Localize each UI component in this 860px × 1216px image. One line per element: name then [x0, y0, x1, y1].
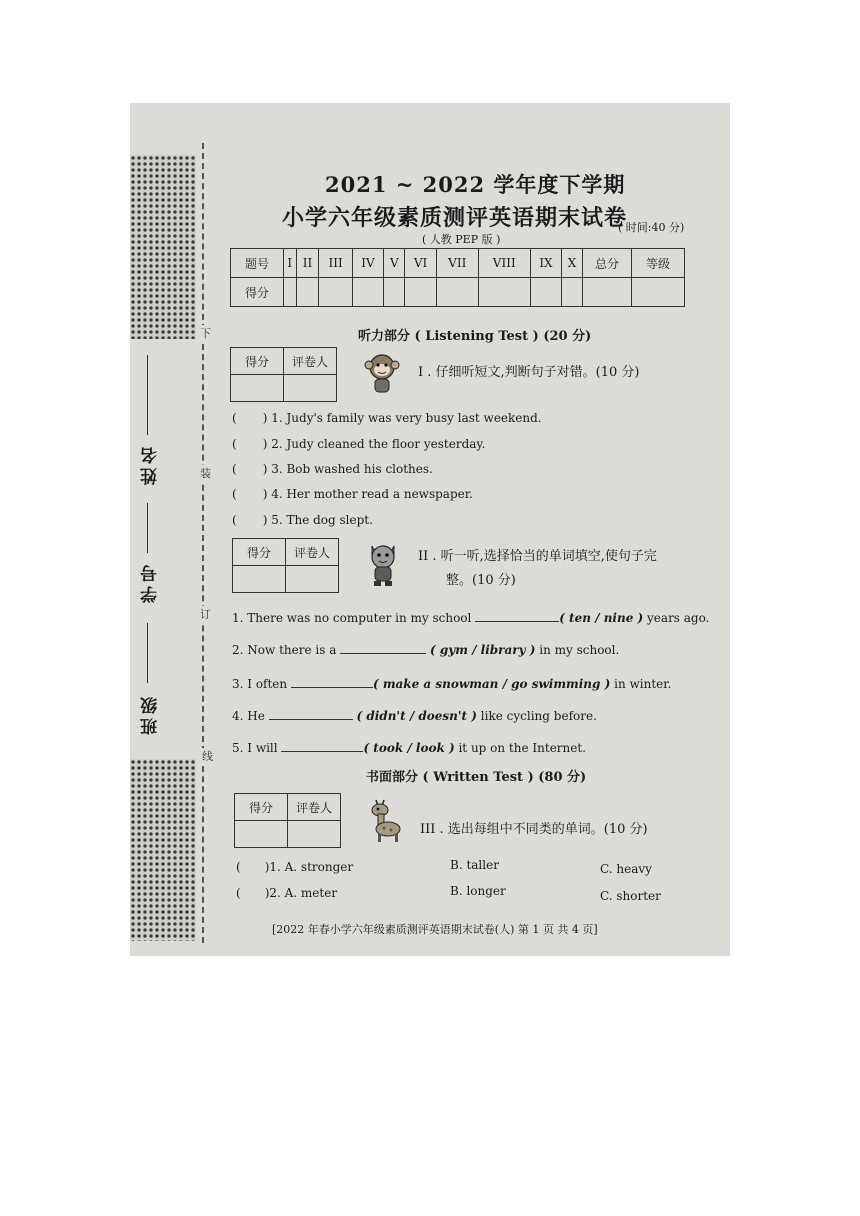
- cat-mascot-icon: [366, 540, 400, 588]
- score-col-8: VIII: [478, 249, 530, 278]
- answer-paren-close: ): [262, 513, 268, 527]
- item-option-b: B. taller: [450, 858, 499, 872]
- part2-item-3: [232, 677, 671, 691]
- dot-pattern-top: [130, 155, 196, 339]
- binding-char-zhuang: 装: [200, 467, 211, 480]
- answer-paren-close: ): [262, 487, 268, 501]
- part2-item-2: [232, 643, 619, 657]
- part3-item-2: [236, 884, 696, 903]
- score-cell[interactable]: [530, 278, 561, 307]
- answer-paren-open[interactable]: (: [232, 462, 237, 476]
- grader-box-part2: [232, 538, 339, 593]
- answer-paren-open[interactable]: (: [236, 886, 241, 900]
- item-text: 4. He: [232, 709, 265, 723]
- score-col-7: VII: [436, 249, 478, 278]
- answer-paren-open[interactable]: (: [232, 411, 237, 425]
- item-option-c: C. shorter: [600, 889, 661, 903]
- grader-score-cell[interactable]: [231, 375, 284, 402]
- giraffe-mascot-icon: [366, 796, 404, 844]
- page-footer: [2022 年春小学六年级素质测评英语期末试卷(人) 第 1 页 共 4 页]: [272, 923, 598, 936]
- grader-score-label: 得分: [231, 348, 284, 375]
- part2-title-line2: 整。(10 分): [446, 573, 516, 588]
- score-col-4: IV: [352, 249, 383, 278]
- part1-item-2: [232, 437, 485, 451]
- number-field-line: [147, 503, 148, 553]
- option-choices: ( took / look ): [363, 741, 455, 755]
- score-cell[interactable]: [296, 278, 319, 307]
- item-text: 2. Judy cleaned the floor yesterday.: [271, 437, 486, 451]
- answer-paren-close: ): [262, 437, 268, 451]
- grader-marker-label: 评卷人: [284, 348, 337, 375]
- binding-dashed-line: [202, 143, 204, 943]
- grader-marker-label: 评卷人: [288, 794, 341, 821]
- grader-score-label: 得分: [235, 794, 288, 821]
- option-choices: ( ten / nine ): [559, 611, 644, 625]
- grader-marker-cell[interactable]: [286, 566, 339, 593]
- score-cell[interactable]: [352, 278, 383, 307]
- item-option-b: B. longer: [450, 884, 506, 898]
- number-label: 学号: [141, 561, 161, 603]
- dot-pattern-bottom: [130, 759, 196, 941]
- score-cell[interactable]: [319, 278, 352, 307]
- fill-blank[interactable]: [269, 719, 353, 720]
- option-choices: ( gym / library ): [430, 643, 536, 657]
- score-table-row1-label: 题号: [231, 249, 284, 278]
- score-col-total: 总分: [583, 249, 632, 278]
- score-table: [230, 248, 685, 307]
- class-label: 班级: [141, 693, 161, 735]
- name-label: 姓名: [141, 443, 161, 485]
- part3-item-1: [236, 860, 696, 874]
- item-text: 1. Judy's family was very busy last weekend.: [271, 411, 542, 425]
- grader-score-cell[interactable]: [233, 566, 286, 593]
- grader-box-part3: [234, 793, 341, 848]
- part1-item-4: [232, 487, 473, 501]
- score-table-score-row: [231, 278, 685, 307]
- fill-blank[interactable]: [475, 621, 559, 622]
- score-col-3: III: [319, 249, 352, 278]
- score-cell[interactable]: [284, 278, 297, 307]
- exam-edition: ( 人教 PEP 版 ): [422, 233, 501, 246]
- grader-marker-cell[interactable]: [288, 821, 341, 848]
- name-field-line: [147, 355, 148, 435]
- score-table-header-row: [231, 249, 685, 278]
- part1-item-5: [232, 513, 373, 527]
- score-col-9: IX: [530, 249, 561, 278]
- part1-title: I . 仔细听短文,判断句子对错。(10 分): [418, 365, 640, 380]
- item-text: 3. I often: [232, 677, 288, 691]
- grader-marker-label: 评卷人: [286, 539, 339, 566]
- grader-score-label: 得分: [233, 539, 286, 566]
- monkey-mascot-icon: [362, 351, 402, 397]
- part1-item-1: [232, 411, 542, 425]
- answer-paren-close: ): [262, 462, 268, 476]
- listening-header: 听力部分 ( Listening Test ) (20 分): [358, 329, 592, 344]
- item-option-a: )1. A. stronger: [264, 860, 354, 874]
- exam-paper: [130, 103, 730, 956]
- fill-blank[interactable]: [340, 653, 426, 654]
- score-col-2: II: [296, 249, 319, 278]
- class-field-line: [147, 623, 148, 683]
- score-col-grade: 等级: [632, 249, 685, 278]
- grader-box-part1: [230, 347, 337, 402]
- item-text: 5. The dog slept.: [271, 513, 373, 527]
- binding-char-xia: 下: [200, 327, 211, 340]
- score-cell[interactable]: [405, 278, 436, 307]
- option-choices: ( didn't / doesn't ): [356, 709, 477, 723]
- answer-paren-open[interactable]: (: [232, 437, 237, 451]
- item-text: 5. I will: [232, 741, 278, 755]
- item-option-c: C. heavy: [600, 862, 652, 876]
- written-header: 书面部分 ( Written Test ) (80 分): [366, 770, 587, 785]
- score-cell[interactable]: [632, 278, 685, 307]
- answer-paren-open[interactable]: (: [232, 487, 237, 501]
- part2-item-4: [232, 709, 597, 723]
- item-text: 3. Bob washed his clothes.: [271, 462, 433, 476]
- item-option-a: )2. A. meter: [264, 886, 338, 900]
- option-choices: ( make a snowman / go swimming ): [372, 677, 611, 691]
- item-text: it up on the Internet.: [458, 741, 586, 755]
- part2-item-5: [232, 741, 586, 755]
- part2-item-1: [232, 611, 709, 625]
- item-text: in winter.: [614, 677, 672, 691]
- item-text: 1. There was no computer in my school: [232, 611, 472, 625]
- fill-blank[interactable]: [291, 687, 373, 688]
- item-text: in my school.: [539, 643, 620, 657]
- score-cell[interactable]: [478, 278, 530, 307]
- part2-title-line1: II . 听一听,选择恰当的单词填空,使句子完: [418, 549, 657, 564]
- item-text: 4. Her mother read a newspaper.: [271, 487, 473, 501]
- score-col-5: V: [384, 249, 405, 278]
- score-table-row2-label: 得分: [231, 278, 284, 307]
- fill-blank[interactable]: [281, 751, 363, 752]
- binding-char-ding: 订: [200, 608, 211, 621]
- answer-paren-close: ): [262, 411, 268, 425]
- exam-title-line1: 2021 ~ 2022 学年度下学期: [325, 172, 626, 197]
- score-cell[interactable]: [562, 278, 583, 307]
- part1-item-3: [232, 462, 433, 476]
- grader-score-cell[interactable]: [235, 821, 288, 848]
- item-text: like cycling before.: [480, 709, 597, 723]
- score-col-6: VI: [405, 249, 436, 278]
- score-cell[interactable]: [384, 278, 405, 307]
- grader-marker-cell[interactable]: [284, 375, 337, 402]
- answer-paren-open[interactable]: (: [236, 860, 241, 874]
- score-cell[interactable]: [583, 278, 632, 307]
- score-col-1: I: [284, 249, 297, 278]
- answer-paren-open[interactable]: (: [232, 513, 237, 527]
- exam-title-line2: 小学六年级素质测评英语期末试卷: [282, 205, 628, 231]
- exam-time: ( 时间:40 分): [618, 221, 685, 234]
- item-text: 2. Now there is a: [232, 643, 337, 657]
- item-text: years ago.: [647, 611, 710, 625]
- part3-title: III . 选出每组中不同类的单词。(10 分): [420, 822, 648, 837]
- binding-char-xian: 线: [202, 750, 213, 763]
- score-col-10: X: [562, 249, 583, 278]
- score-cell[interactable]: [436, 278, 478, 307]
